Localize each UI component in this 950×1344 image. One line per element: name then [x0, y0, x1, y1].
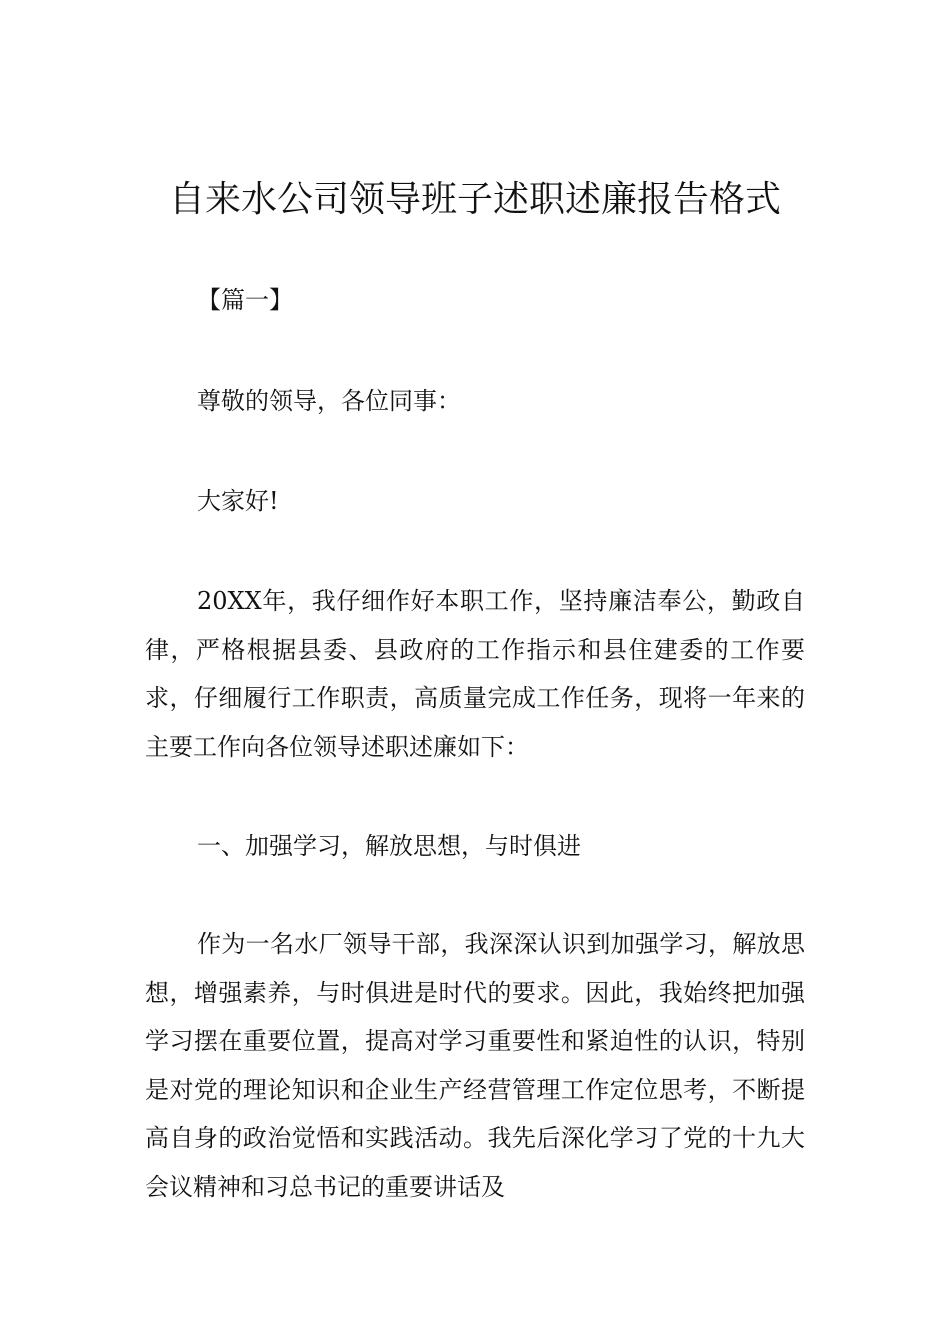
section-heading-1: 一、加强学习，解放思想，与时俱进	[197, 832, 581, 860]
section-label: 【篇一】	[197, 286, 293, 314]
paragraph-study: 作为一名水厂领导干部，我深深认识到加强学习，解放思想，增强素养，与时俱进是时代的要求。因此，我始终把加强学习摆在重要位置，提高对学习重要性和紧迫性的认识，特别是对党的理论知识和企业生产经营管理工作定位思考，不断提高自身的政治觉悟和实践活动。我先后深化学习了党的十九大会议精神和习总书记的重要讲话及	[145, 930, 805, 1201]
greeting: 大家好!	[197, 487, 279, 515]
salutation: 尊敬的领导，各位同事：	[197, 387, 461, 415]
paragraph-intro: 20XX年，我仔细作好本职工作，坚持廉洁奉公，勤政自律，严格根据县委、县政府的工作指示和县住建委的工作要求，仔细履行工作职责，高质量完成工作任务，现将一年来的主要工作向各位领导述职述廉如下：	[145, 587, 805, 761]
document-title: 自来水公司领导班子述职述廉报告格式	[168, 179, 781, 220]
